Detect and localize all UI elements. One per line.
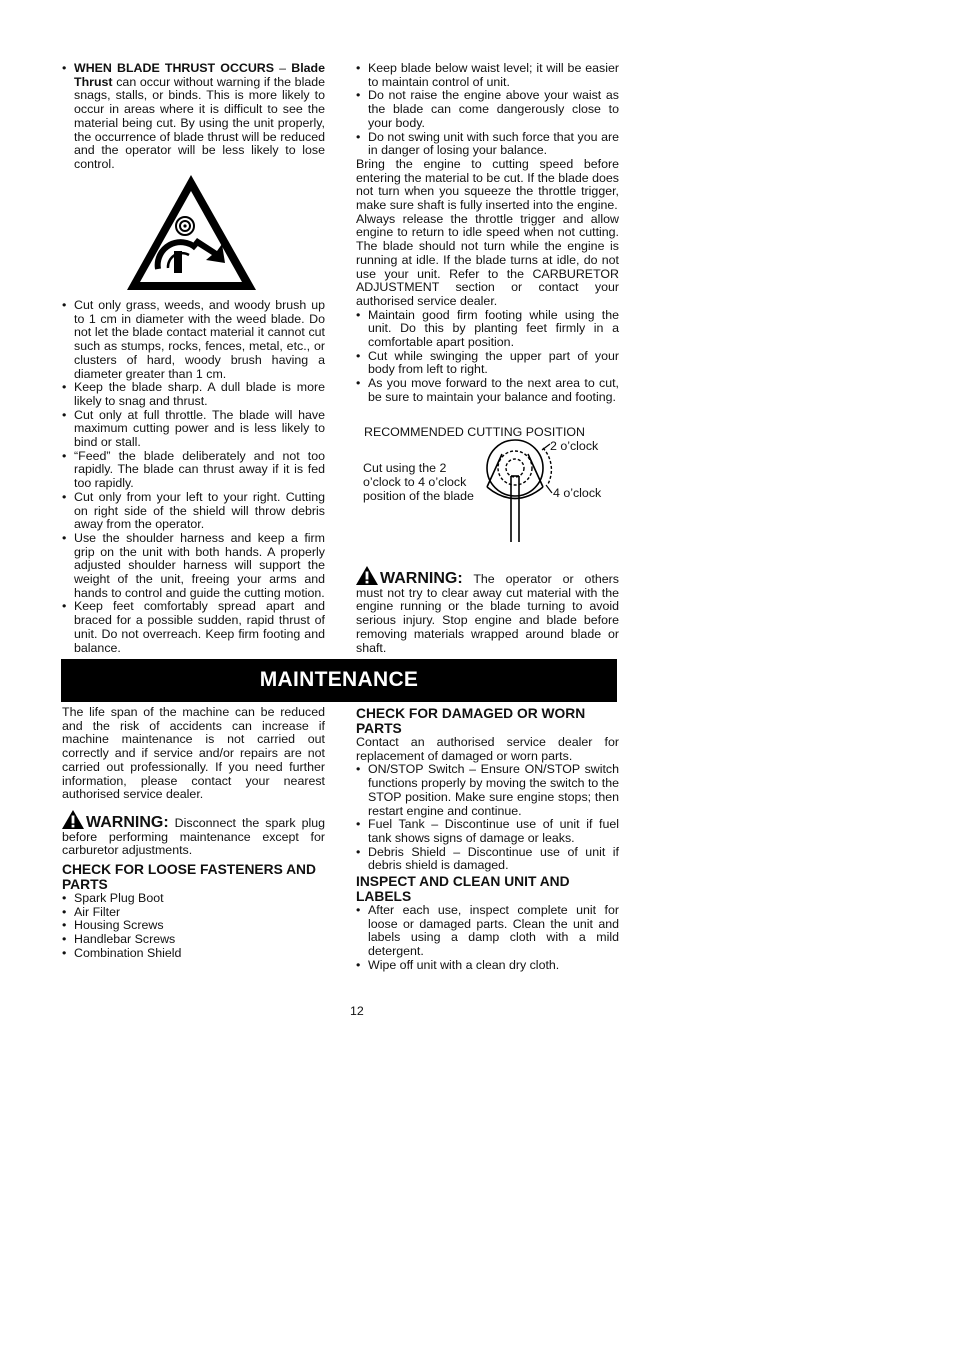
list-item: • Maintain good firm footing while using the unit. Do this by planting feet firmly in a comfortable apart position. [356, 309, 619, 350]
maintenance-left-column [62, 706, 325, 961]
warning-icon [356, 566, 378, 585]
blade-thrust-term: Blade Thrust [74, 61, 325, 89]
list-item: • Handlebar Screws [62, 933, 325, 947]
blade-thrust-text: can occur without warning if the blade snags, stalls, or binds. This is more likely to occur in areas where it is difficult to see the material being cut. By using the unit properly, the occurrence of blade thrust will be reduced and the operator will be less likely to lose control. [74, 74, 325, 171]
maintenance-banner [61, 659, 617, 702]
list-item: • Keep the blade sharp. A dull blade is more likely to snag and thrust. [62, 381, 325, 408]
inspect-clean-heading: INSPECT AND CLEAN UNIT AND LABELS [356, 874, 570, 905]
list-item: • Keep feet comfortably spread apart and braced for a possible sudden, rapid thrust of unit. Do not overreach. Keep firm footing and balance. [62, 600, 325, 655]
damaged-parts-paragraph: Contact an authorised service dealer for replacement of damaged or worn parts. [356, 735, 619, 763]
list-item: • As you move forward to the next area to cut, be sure to maintain your balance and footing. [356, 377, 619, 404]
list-item: • Wipe off unit with a clean dry cloth. [356, 959, 619, 973]
list-item: • Cut while swinging the upper part of your body from left to right. [356, 350, 619, 377]
idle-speed-paragraph: Always release the throttle trigger and allow engine to return to idle speed when not cutting. The blade should not turn while the engine is running at idle. If the blade turns at idle, do not use your unit. Refer to the CARBURETOR ADJUSTMENT section or contact your authorised service dealer. [356, 211, 619, 308]
label-2-oclock: 2 o’clock [550, 439, 599, 453]
cutting-speed-paragraph: Bring the engine to cutting speed before entering the material to be cut. If the blade does not turn when you squeeze the throttle trigger, make sure shaft is fully inserted into the engine. [356, 156, 619, 213]
diagram-caption: Cut using the 2 o’clock to 4 o’clock position of the blade [363, 461, 474, 503]
warning-label: WARNING: [380, 570, 463, 587]
cutting-position-diagram [362, 424, 622, 546]
damaged-parts-heading: CHECK FOR DAMAGED OR WORN PARTS [356, 706, 586, 736]
list-item: • Air Filter [62, 906, 325, 920]
label-4-oclock: 4 o’clock [553, 486, 602, 500]
list-item: • Housing Screws [62, 919, 325, 933]
maintenance-intro: The life span of the machine can be reduced and the risk of accidents can increase if machine maintenance is not carried out correctly and if service and/or repairs are not carried out professionally. If you need further information, please contact your nearest authorised service dealer. [62, 705, 325, 802]
blade-thrust-item: • WHEN BLADE THRUST OCCURS – Blade Thrust can occur without warning if the blade snags, stalls, or binds. This is more likely to occur in areas where it is difficult to see the material being cut. By using the unit properly, the occurrence of blade thrust will be reduced and the operator will be less likely to lose control. [62, 62, 325, 172]
list-item: • Debris Shield – Discontinue use of unit if debris shield is damaged. [356, 846, 619, 873]
list-item: • Use the shoulder harness and keep a firm grip on the unit with both hands. A properly adjusted shoulder harness will support the weight of the unit, freeing your arms and hands to control and guide the cutting motion. [62, 532, 325, 601]
list-item: • Do not raise the engine above your waist as the blade can come dangerously close to your body. [356, 89, 619, 130]
list-item: • Keep blade below waist level; it will be easier to maintain control of unit. [356, 62, 619, 89]
right-column-top [356, 62, 619, 405]
list-item: • Combination Shield [62, 947, 325, 961]
blade-thrust-warning-symbol [124, 172, 259, 294]
cut-material-warning [356, 566, 619, 655]
list-item: • Spark Plug Boot [62, 892, 325, 906]
left-column-top [62, 62, 325, 172]
loose-fasteners-heading: CHECK FOR LOOSE FASTENERS AND PARTS [62, 862, 316, 893]
list-item: • Cut only grass, weeds, and woody brush up to 1 cm in diameter with the weed blade. Do not let the blade contact material it cannot cut such as stumps, rocks, fences, metal, etc., or clusters of hard, woody brush having a diameter greater than 1 cm. [62, 299, 325, 381]
warning-label: WARNING: [86, 813, 169, 831]
maintenance-right-column [356, 706, 619, 973]
warning-text: The operator or others must not try to clear away cut material with the engine running or the blade turning to avoid serious injury. Stop engine and blade before removing materials wrapped around blade or shaft. [356, 572, 619, 655]
list-item: • ON/STOP Switch – Ensure ON/STOP switch functions properly by moving the switch to the STOP position. Make sure engine stops; then restart engine and continue. [356, 763, 619, 818]
blade-thrust-heading: WHEN BLADE THRUST OCCURS [74, 61, 274, 75]
list-item: • Cut only from your left to your right. Cutting on right side of the shield will throw debris away from the operator. [62, 491, 325, 532]
spark-plug-warning [62, 810, 325, 858]
left-column-bullets [62, 299, 325, 655]
page-number: 12 [350, 1004, 364, 1018]
diagram-title: RECOMMENDED CUTTING POSITION [364, 425, 585, 439]
warning-icon [62, 810, 84, 829]
list-item: • Do not swing unit with such force that you are in danger of losing your balance. [356, 131, 619, 158]
list-item: • After each use, inspect complete unit for loose or damaged parts. Clean the unit and labels using a damp cloth with a mild detergent. [356, 904, 619, 959]
trimmer-blade-icon [480, 438, 560, 544]
list-item: • Cut only at full throttle. The blade will have maximum cutting power and is less likely to bind or stall. [62, 409, 325, 450]
warning-text: Disconnect the spark plug before performing maintenance except for carburetor adjustments. [62, 815, 325, 858]
list-item: • “Feed” the blade deliberately and not too rapidly. The blade can thrust away if it is fed too rapidly. [62, 450, 325, 491]
list-item: • Fuel Tank – Discontinue use of unit if fuel tank shows signs of damage or leaks. [356, 818, 619, 845]
section-title: MAINTENANCE [259, 668, 419, 691]
